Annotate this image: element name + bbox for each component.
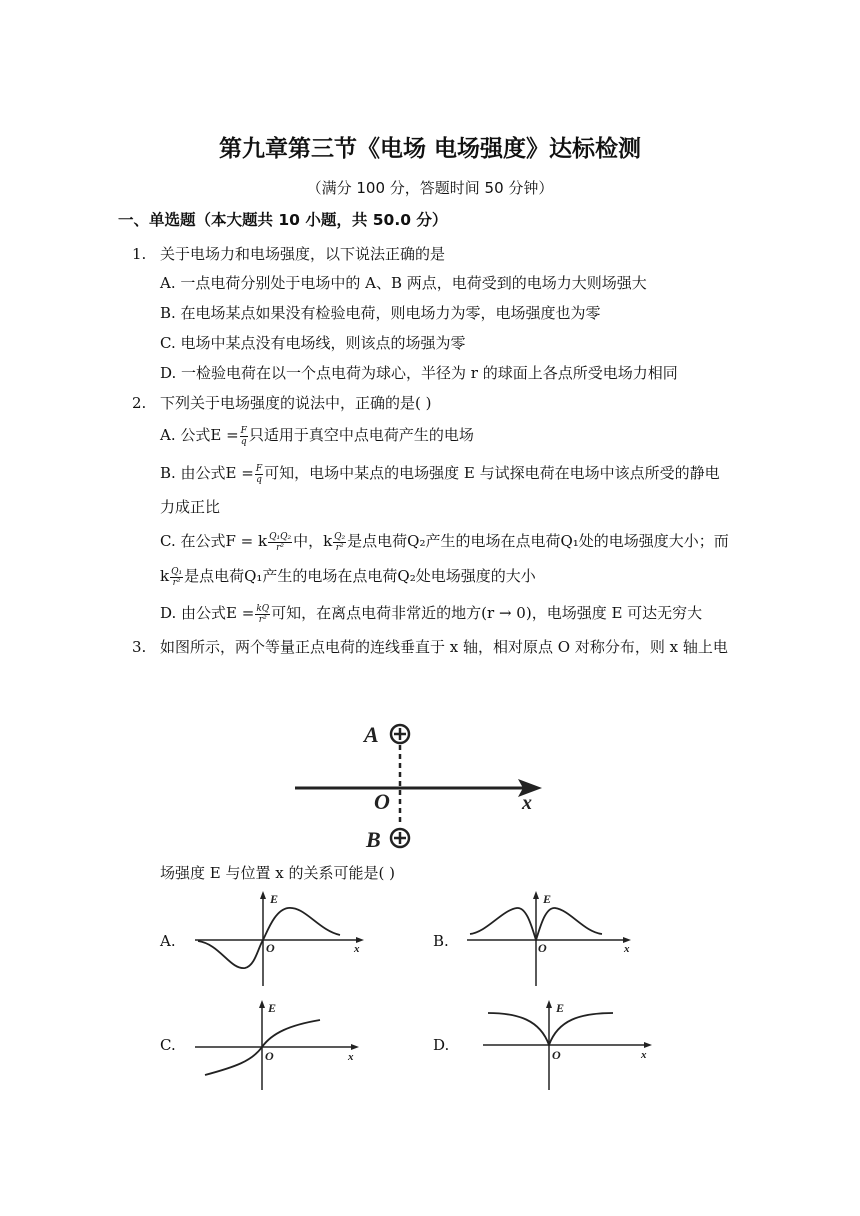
question-stem: 下列关于电场强度的说法中，正确的是( )	[160, 394, 432, 412]
option-d	[160, 603, 702, 625]
origin-label: O	[265, 1049, 274, 1063]
question-stem: 关于电场力和电场强度，以下说法正确的是	[160, 245, 446, 263]
fraction	[255, 604, 270, 625]
page-subtitle: （满分 100 分，答题时间 50 分钟）	[306, 179, 554, 197]
option-text: 可知，在离点电荷非常近的地方(r → 0)，电场强度 E 可达无穷大	[271, 604, 703, 622]
label-x: x	[522, 792, 532, 814]
question-stem: 如图所示，两个等量正点电荷的连线垂直于 x 轴，相对原点 O 对称分布，则 x 轴上电	[160, 638, 728, 656]
question-stem-continued: 场强度 E 与位置 x 的关系可能是( )	[160, 864, 395, 882]
option-d-label: D.	[433, 1036, 450, 1054]
origin-label: O	[266, 941, 275, 955]
option-c-continued	[160, 566, 536, 588]
x-label: x	[354, 943, 360, 955]
numerator: Q₁Q₂	[269, 531, 292, 542]
numerator: kQ	[256, 603, 270, 614]
fraction	[170, 567, 183, 588]
denominator: q	[240, 436, 247, 447]
fraction	[240, 426, 248, 447]
denominator: r²	[276, 542, 285, 553]
e-arrow-icon	[260, 891, 266, 899]
curve	[198, 908, 340, 968]
x-arrow-icon	[351, 1044, 359, 1050]
page-title: 第九章第三节《电场 电场强度》达标检测	[218, 136, 641, 162]
option-a-label: A.	[160, 932, 176, 950]
option-text: 中，k	[293, 532, 333, 550]
fraction	[255, 464, 263, 485]
curve	[488, 1013, 613, 1045]
option-text: k	[160, 567, 170, 585]
e-label: E	[268, 1001, 277, 1015]
question-number: 2.	[132, 394, 147, 412]
graph-d	[478, 995, 663, 1095]
option-c: C. 电场中某点没有电场线，则该点的场强为零	[160, 334, 466, 352]
denominator: r²	[258, 614, 267, 625]
option-text: 只适用于真空中点电荷产生的电场	[248, 426, 474, 444]
e-label: E	[270, 892, 279, 906]
x-label: x	[624, 943, 630, 955]
option-b: B. 在电场某点如果没有检验电荷，则电场力为零，电场强度也为零	[160, 304, 601, 322]
label-origin: O	[374, 789, 390, 814]
option-b-continued: 力成正比	[160, 498, 221, 516]
option-d: D. 一检验电荷在以一个点电荷为球心，半径为 r 的球面上各点所受电场力相同	[160, 364, 678, 382]
option-b	[160, 463, 720, 485]
numerator: F	[240, 425, 247, 436]
option-text: 是点电荷Q₁产生的电场在点电荷Q₂处电场强度的大小	[184, 567, 536, 585]
option-text: 可知，电场中某点的电场强度 E 与试探电荷在电场中该点所受的静电	[264, 464, 720, 482]
e-label: E	[543, 892, 552, 906]
e-label: E	[556, 1001, 565, 1015]
option-text: C. 在公式F = k	[160, 532, 268, 550]
option-text: 是点电荷Q₂产生的电场在点电荷Q₁处的电场强度大小；而	[347, 532, 729, 550]
charges-figure	[290, 715, 550, 855]
x-arrow-icon	[644, 1042, 652, 1048]
e-arrow-icon	[259, 1000, 265, 1008]
option-c-label: C.	[160, 1036, 176, 1054]
x-label: x	[348, 1051, 354, 1063]
graph-a	[190, 888, 370, 988]
numerator: Q₂	[334, 531, 346, 542]
origin-label: O	[538, 941, 547, 955]
numerator: F	[255, 463, 263, 474]
numerator: Q₁	[171, 566, 183, 577]
option-a: A. 一点电荷分别处于电场中的 A、B 两点，电荷受到的电场力大则场强大	[160, 274, 647, 292]
x-label: x	[641, 1049, 647, 1061]
section-heading: 一、单选题（本大题共 10 小题，共 50.0 分）	[118, 211, 448, 229]
option-c	[160, 531, 729, 553]
label-b: B	[366, 827, 381, 852]
option-a	[160, 425, 474, 447]
denominator: r²	[172, 577, 181, 588]
option-text: A. 公式E =	[160, 426, 239, 444]
question-number: 3.	[132, 638, 147, 656]
denominator: q	[256, 474, 262, 485]
graph-b	[462, 888, 642, 988]
option-text: B. 由公式E =	[160, 464, 254, 482]
label-a: A	[364, 722, 379, 747]
origin-label: O	[552, 1048, 561, 1062]
option-text: D. 由公式E =	[160, 604, 255, 622]
question-number: 1.	[132, 245, 147, 263]
fraction	[333, 532, 346, 553]
e-arrow-icon	[546, 1000, 552, 1008]
e-arrow-icon	[533, 891, 539, 899]
graph-c	[190, 995, 370, 1095]
denominator: r²	[335, 542, 344, 553]
fraction	[268, 532, 292, 553]
option-b-label: B.	[433, 932, 449, 950]
